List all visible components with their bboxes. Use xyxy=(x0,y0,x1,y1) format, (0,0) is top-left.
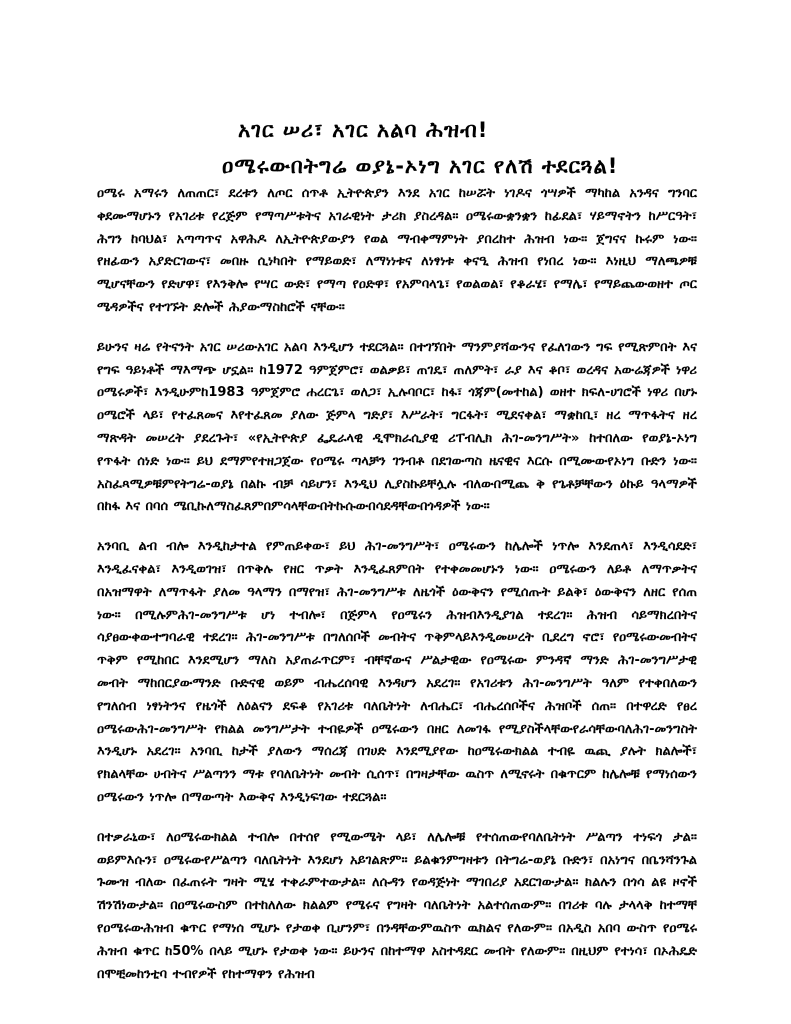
document-title xyxy=(120,112,720,184)
paragraph-1: ዐሜሩ አማሩን ለጠጠር፣ ደረቱን ለጦር ሰጥቶ ኢትዮጵያን እንደ አገር ከሠሯት ነገዶና ጎሣዎች ማካከል አንዳና ግንባር ቀደሙማሆኑን የአገሪቱ የረጅም የማጣሥቱትና አገራዊነት ታሪክ ያስረዳል። ዐሜሩውቋንቋን ከፊደል፣ ሃይማኖትን ከሥርዓት፣ ሕግን ከባህል፣ አጣጣጥና አዋሕዶ ለኢትዮጵያውያን የወል ማብቀማምነት ያበረከተ ሕዝብ ነው። ጀግናና ኩሩም ነው። የዘፊውን አያድርገውና፣ መበዙ ሲነካበት የማይወድ፣ ለማነነቱና ለነፃነቱ ቀናዒ ሕዝብ የነበረ ነው። እነዚህ ማለጫዎቹ ሚሆናቸውን የድሆዋ፣ የእንቅሎ የሣር ውድ፣ የማጣ የዐድዋ፣ የአምባላጌ፣ የወልወል፣ የቆራሄ፣ የማሌ፣ የማይጨውወዘተ ጦር ሜዳዎችና የተገኙት ድሎች ሕያውማስከሮች ናቸው። xyxy=(97,186,697,315)
title-line-1: አገር ሠሪ፣ አገር አልባ ሕዝብ! xyxy=(238,118,489,142)
paragraph-3: አንባቢ ልብ ብሎ እንዲከታተል የምጠይቀው፣ ይህ ሕገ-መንግሥት፣ ዐሜሩውን ከሌሎች ነጥሎ እንደጠላ፣ እንዲሳደድ፣ እንዲፈናቀል፣ እንዲወገዝ፣ በጥቅሉ የዘር ጥቃት እንዲፈጸምበት የተቀመመሆኑን ነው። ዐሜሩውን ለይቶ ለማጥቃትና በአዝማዋት ለማጥፋት ያለመ ዓላማን በማየዝ፣ ሕገ-መንግሥቱ ለዜጎች ዕውቅናን የሚሰጡት ይልቅ፣ ዕውቅናን ለዘር የሰጠ ነው። በሚሉምሕገ-መንግሥቱ ሆነ ተብሎ፣ በጅምላ የዐሜሩን ሕዝብእንዲያገል ተደረገ። ሕዝብ ሳይማክረበትና ሳያፀውቀውተግባራዊ ተደረገ። ሕገ-መንግሥቱ በግለሰቦች መብትና ጥቅምላይእንዲመሠረት ቢደረግ ኖሮ፣ የዐሜሩውመብትና ጥቅም የሚከበር እንደሚሆን ማለስ አያጠራጥርም፣ ብቸኛውና ሥልታዊው የዐሜሩው ምንዳኛ ማንድ ሕገ-መንግሥታዊ መብት ማከበርያውማንድ ቡድናዊ ወይም ብሔረሰባዊ እንዳሆን አደረገ። የአገሪቱን ሕገ-መንግሥት ዓለም የተቀበለውን የግለሰብ ነፃነትንና የዜጎች ለዕልናን ደፍቆ የአገሪቱ ባለቤትነት ለብሔር፣ ብሔረሰቦችና ሕዝቦች ሰጠ። በተዋረድ የፀረ ዐሜሩውሕገ-መንግሥት የክልል መንግሥታት ተብዬዎች ዐሜሩውን በዘር ለመገፋ የሚያስችላቸውየራሳቸውባለሕገ-መንግስት እንዲሆኑ አደረገ። አንባቢ ከታች ያለውን ማሰረጃ በገሀድ እንደሚያየው ከዐሜሩውክልል ተብዬ ዉጪ ያሉት ክልሎች፣ የክልላቸው ሀብትና ሥልጣንን ማቱ የባለቤትነት መብት ሲሰጥ፣ በግዛታቸው ዉስጥ ለሚኖሩት በቁጥርም ከሌሎቹ የማነሰውን ዐሜሩውን ነጥሎ በማውጣት እውቅና እንዲነፍገው ተደርጓል። xyxy=(97,539,697,805)
title-line-2: ዐሜሩውበትግሬ ወያኔ-ኦነግ አገር የለሽ ተደርጓል! xyxy=(222,154,619,178)
paragraph-4: በተቃራኒው፣ ለዐሜሩውክልል ተብሎ በተሰየ የሚውሜት ላይ፣ ለሌሎቹ የተሰጠውየባለቤትነት ሥልጣን ተነፍጎ ታል። ወይምእሱን፣ ዐሜሩውየሥልጣን ባለቤትነት እንደሆነ አይገልጽም። ይልቁንምግዛቱን በትግሬ-ወያኔ ቡድን፣ በአነግና በቤንሻንጉል ጉሙዝ ብለው በፈጠሩት ግዛት ሚሄ ተቀራምተውታል። ለሱዳን የወዳጅነት ማገበሪያ አደርገውታል። ክልሉን በጎሳ ልዩ ዞኖች ሽንሽነውታል። በዐሜሩውስም በተከለለው ክልልም የሜሩና የግዛት ባለቤትነት አልተሰጠውም። በገሪቱ ባሉ ታላላቅ ከተማቸ የዐሜሩውሕዝብ ቁጥር የማነሰ ሚሆኑ የታወቀ ቢሆንም፣ በንዳቸውምዉስጥ ዉክልና የለውም። በአዲስ አበባ ውስጥ የዐሜሩ ሕዝብ ቁጥር ከ50% በላይ ሚሆኑ የታወቀ ነው። ይሁንና በከተማዋ አስተዳደር መብት የለውም። በዚህም የተነሳ፣ በኦሕዴድ በሞቺመከንቲባ ተብየዎች የከተማዋን የሕዝብ xyxy=(97,829,697,982)
document-body xyxy=(97,183,697,1003)
paragraph-2: ይሁንና ዛሬ የትናንት አገር ሠሪውአገር አልባ እንዲሆን ተደርጓል። በተገኘበት ማንምያሻውንና የፈለገውን ግፍ የሚጽምበት እና የግፍ ዓይነቶች ማእማጭ ሆኗል። ከ1972 ዓምጀምሮ፣ ወልቃይ፣ ጠገዴ፣ ጠለምት፣ ራያ እና ቆቦ፣ ወረዳና አውሬጃዎች ነዋሪ ዐሜሩዎች፣ እንዲሁምከ1983 ዓምጀምሮ ሐረርጌ፣ ወለጋ፣ ኢሉባቦር፣ ከፋ፣ ጎጃም(መተከል) ወዘተ ክፍለ-ሀገሮች ነዋሪ በሆኑ ዐሜሮች ላይ፣ የተፈጸመና እየተፈጸመ ያለው ጅምላ ግድያ፣ እሥራት፣ ግርፋት፣ ሚደናቀል፣ ማቋከቢ፣ ዘረ ማጥፋትና ዘረ ማጽዳት መሠረት ያደረጉት፣ «የኢትዮጵያ ፌዴራላዊ ዲሞክራሲያዊ ሪፐብሊክ ሕገ-መንግሥት» ከተበለው የወያኔ-ኦነግ የጥፋት ሰነድ ነው። ይህ ደማምየተዘጋጀው የዐሜሩ ጣላቻን ገንብቶ በደገውጣስ ዜናዊና እርሱ በሚሙውየኦነግ ቡድን ነው። አስፈጻሚዎቹምየትግሬ-ወያኔ በልኩ ብቻ ሳይሆን፣ እንዲህ ሊያስኩይቸሏሉ ብለውበሚጨ ቅ የጌቶቻቸውን ዕኩይ ዓላማዎች በከፋ እና በባሰ ሜቢኩለማስፈጸምበምሳላቸውበትኩሱውበሳደዳቸውበጎዳዎች ነው። xyxy=(97,339,697,515)
